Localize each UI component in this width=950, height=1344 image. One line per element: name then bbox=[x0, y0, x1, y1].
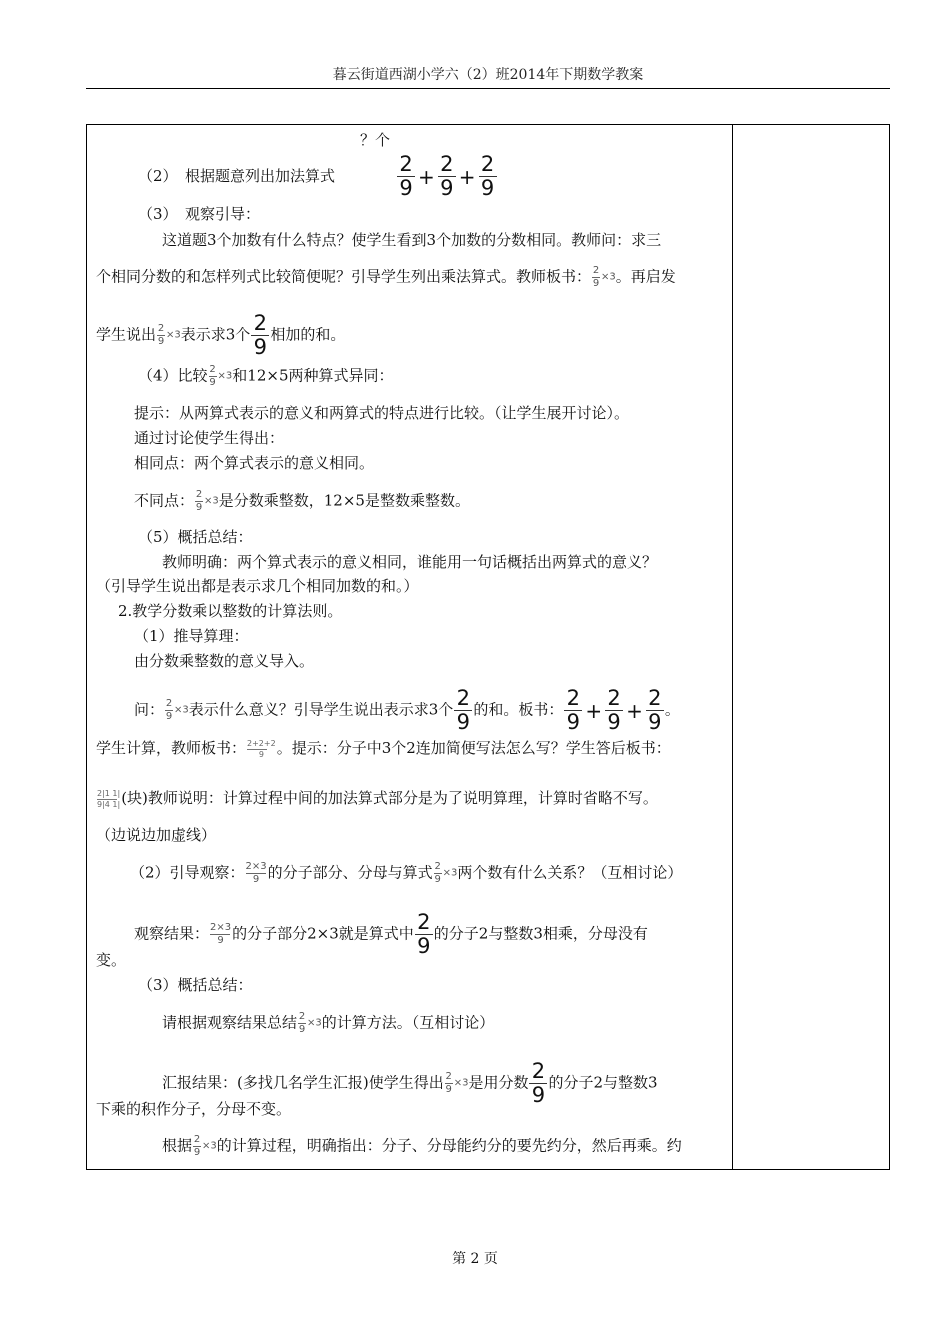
text-line: （5）概括总结： bbox=[138, 528, 253, 546]
text-line: $\frac{2|1 1|}{9|4 1|}$ (块)教师说明：计算过程中间的加法算式部分是为了说明算理，计算时省略不写。 bbox=[97, 788, 658, 809]
text-line: （3）概括总结： bbox=[138, 976, 253, 994]
text-line: （引导学生说出都是表示求几个相同加数的和。） bbox=[96, 577, 419, 595]
text-line: 变。 bbox=[96, 951, 127, 969]
text-line: 2.教学分数乘以整数的计算法则。 bbox=[118, 602, 343, 620]
text-line: 相同点：两个算式表示的意义相同。 bbox=[134, 454, 375, 472]
text-line: （2）引导观察： $\frac{2\times 3}{9}$ 的分子部分、分母与算式 $\frac{2}{9}$ ×3两个数有什么关系？（互相讨论） bbox=[130, 861, 683, 885]
text-line: 这道题3个加数有什么特点？使学生看到3个加数的分数相同。教师问：求三 bbox=[162, 231, 662, 249]
header-title: 暮云街道西湖小学六（2）班2014年下期数学教案 bbox=[332, 67, 644, 83]
page-number: 第 2 页 bbox=[452, 1251, 498, 1267]
text-line: 学生计算，教师板书： $\frac{2+2+2}{9}$ 。提示：分子中3个2连加简便写法怎么写？学生答后板书： bbox=[96, 738, 671, 759]
addition-expression: $\frac{2}{9}$ + $\frac{2}{9}$ + $\frac{2}{9}$ bbox=[396, 154, 498, 199]
text-line: 问： $\frac{2}{9}$ ×3表示什么意义？引导学生说出表示求3个 $\frac{2}{9}$ 的和。板书： $\frac{2}{9}$ + $\frac{2}{9}$ + $\frac{2}{9}$ 。 bbox=[134, 686, 680, 734]
text-line: 学生说出 $\frac{2}{9}$ ×3表示求3个 $\frac{2}{9}$ 相加的和。 bbox=[96, 311, 346, 359]
text-line: （1）推导算理： bbox=[134, 627, 249, 645]
text-line: 请根据观察结果总结 $\frac{2}{9}$ ×3的计算方法。（互相讨论） bbox=[162, 1011, 495, 1035]
text-line: 教师明确：两个算式表示的意义相同，谁能用一句话概括出两算式的意义？ bbox=[162, 553, 658, 571]
text-line: 根据 $\frac{2}{9}$ ×3的计算过程，明确指出：分子、分母能约分的要先约分，然后再乘。约 bbox=[162, 1134, 682, 1158]
text-line: 提示：从两算式表示的意义和两算式的特点进行比较。（让学生展开讨论）。 bbox=[134, 404, 630, 422]
text-line: 汇报结果：(多找几名学生汇报)使学生得出 $\frac{2}{9}$ ×3是用分数 $\frac{2}{9}$ 的分子2与整数3 bbox=[162, 1059, 658, 1107]
text-line: 不同点： $\frac{2}{9}$ ×3是分数乘整数，12×5是整数乘整数。 bbox=[134, 489, 470, 513]
text-line: 下乘的积作分子，分母不变。 bbox=[96, 1100, 292, 1118]
text-line: 由分数乘整数的意义导入。 bbox=[134, 652, 315, 670]
text-line: 观察结果： $\frac{2\times 3}{9}$ 的分子部分2×3就是算式中 $\frac{2}{9}$ 的分子2与整数3相乘，分母没有 bbox=[134, 910, 648, 958]
page-header bbox=[86, 62, 890, 89]
text-line: （边说边加虚线） bbox=[96, 826, 217, 844]
table-column-divider bbox=[732, 124, 733, 1170]
text-line: ？个 bbox=[360, 131, 391, 149]
text-line: 个相同分数的和怎样列式比较简便呢？引导学生列出乘法算式。教师板书： $\frac{2}{9}$ ×3。再启发 bbox=[96, 265, 676, 289]
text-line: （3） 观察引导： bbox=[138, 205, 261, 223]
text-line: 通过讨论使学生得出： bbox=[134, 429, 285, 447]
text-line: （2） 根据题意列出加法算式 bbox=[138, 167, 336, 185]
text-line: （4）比较 $\frac{2}{9}$ ×3和12×5两种算式异同： bbox=[138, 364, 394, 388]
